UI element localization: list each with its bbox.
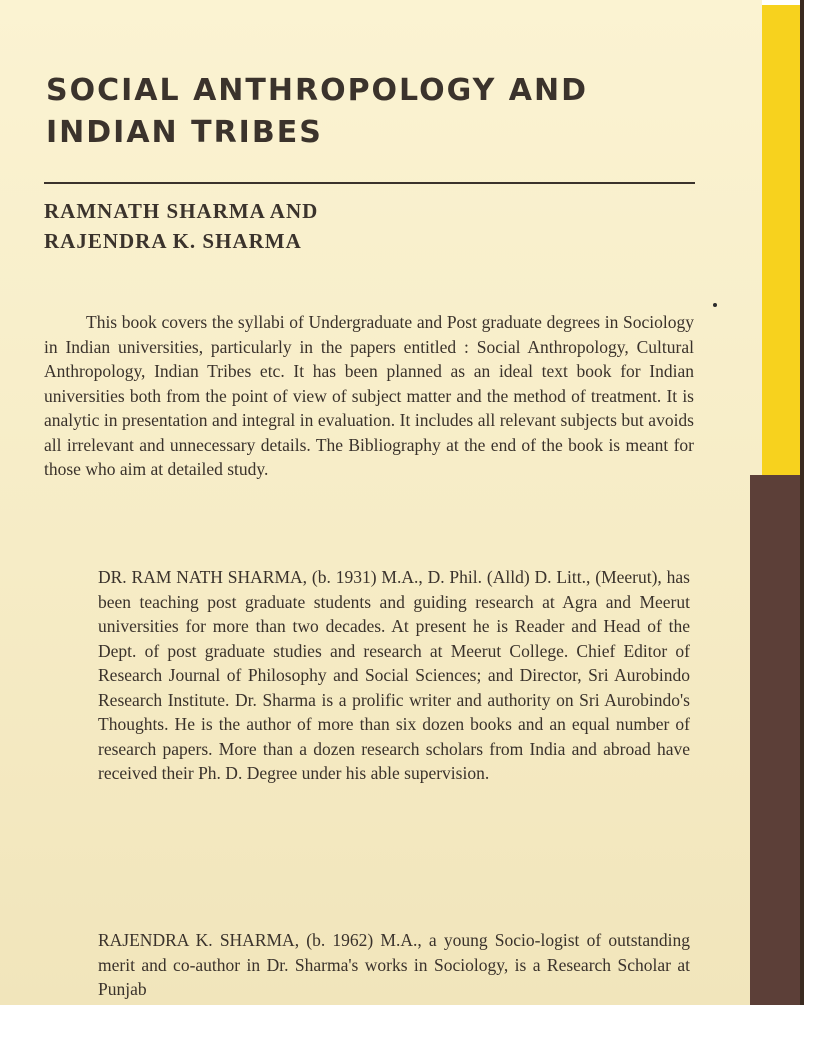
ink-speck <box>713 303 717 307</box>
title-divider <box>44 182 695 184</box>
author-bio-rajendra: RAJENDRA K. SHARMA, (b. 1962) M.A., a young Socio-logist of outstanding merit and co-author in Dr. Sharma's works in Sociology, is a Research Scholar at Punjab <box>98 930 690 999</box>
book-description: This book covers the syllabi of Undergraduate and Post graduate degrees in Sociology in Indian universities, particularly in the papers entitled : Social Anthropology, Cultural Anthropology, Indian Tribes etc. It has been planned as an ideal text book for Indian universities both from the point of view of subject matter and the method of treatment. It is analytic in presentation and integral in evaluation. It includes all relevant subjects but avoids all irrelevant and unnecessary details. The Bibliography at the end of the book is meant for those who aim at detailed study. <box>44 312 694 479</box>
spine-brown-band <box>750 475 802 1005</box>
spine-yellow-band <box>762 5 802 475</box>
author-bio-ramnath: DR. RAM NATH SHARMA, (b. 1931) M.A., D. Phil. (Alld) D. Litt., (Meerut), has been teaching post graduate students and guiding research at Agra and Meerut universities for more than two decades. At present he is Reader and Head of the Dept. of post graduate studies and research at Meerut College. Chief Editor of Research Journal of Philosophy and Social Sciences; and Director, Sri Aurobindo Research Institute. Dr. Sharma is a prolific writer and authority on Sri Aurobindo's Thoughts. He is the author of more than six dozen books and an equal number of research papers. More than a dozen research scholars from India and abroad have received their Ph. D. Degree under his able supervision. <box>98 567 690 783</box>
spine-edge <box>800 0 804 1005</box>
book-authors: RAMNATH SHARMA AND RAJENDRA K. SHARMA <box>44 199 319 253</box>
book-title: SOCIAL ANTHROPOLOGY AND INDIAN TRIBES <box>46 73 588 150</box>
